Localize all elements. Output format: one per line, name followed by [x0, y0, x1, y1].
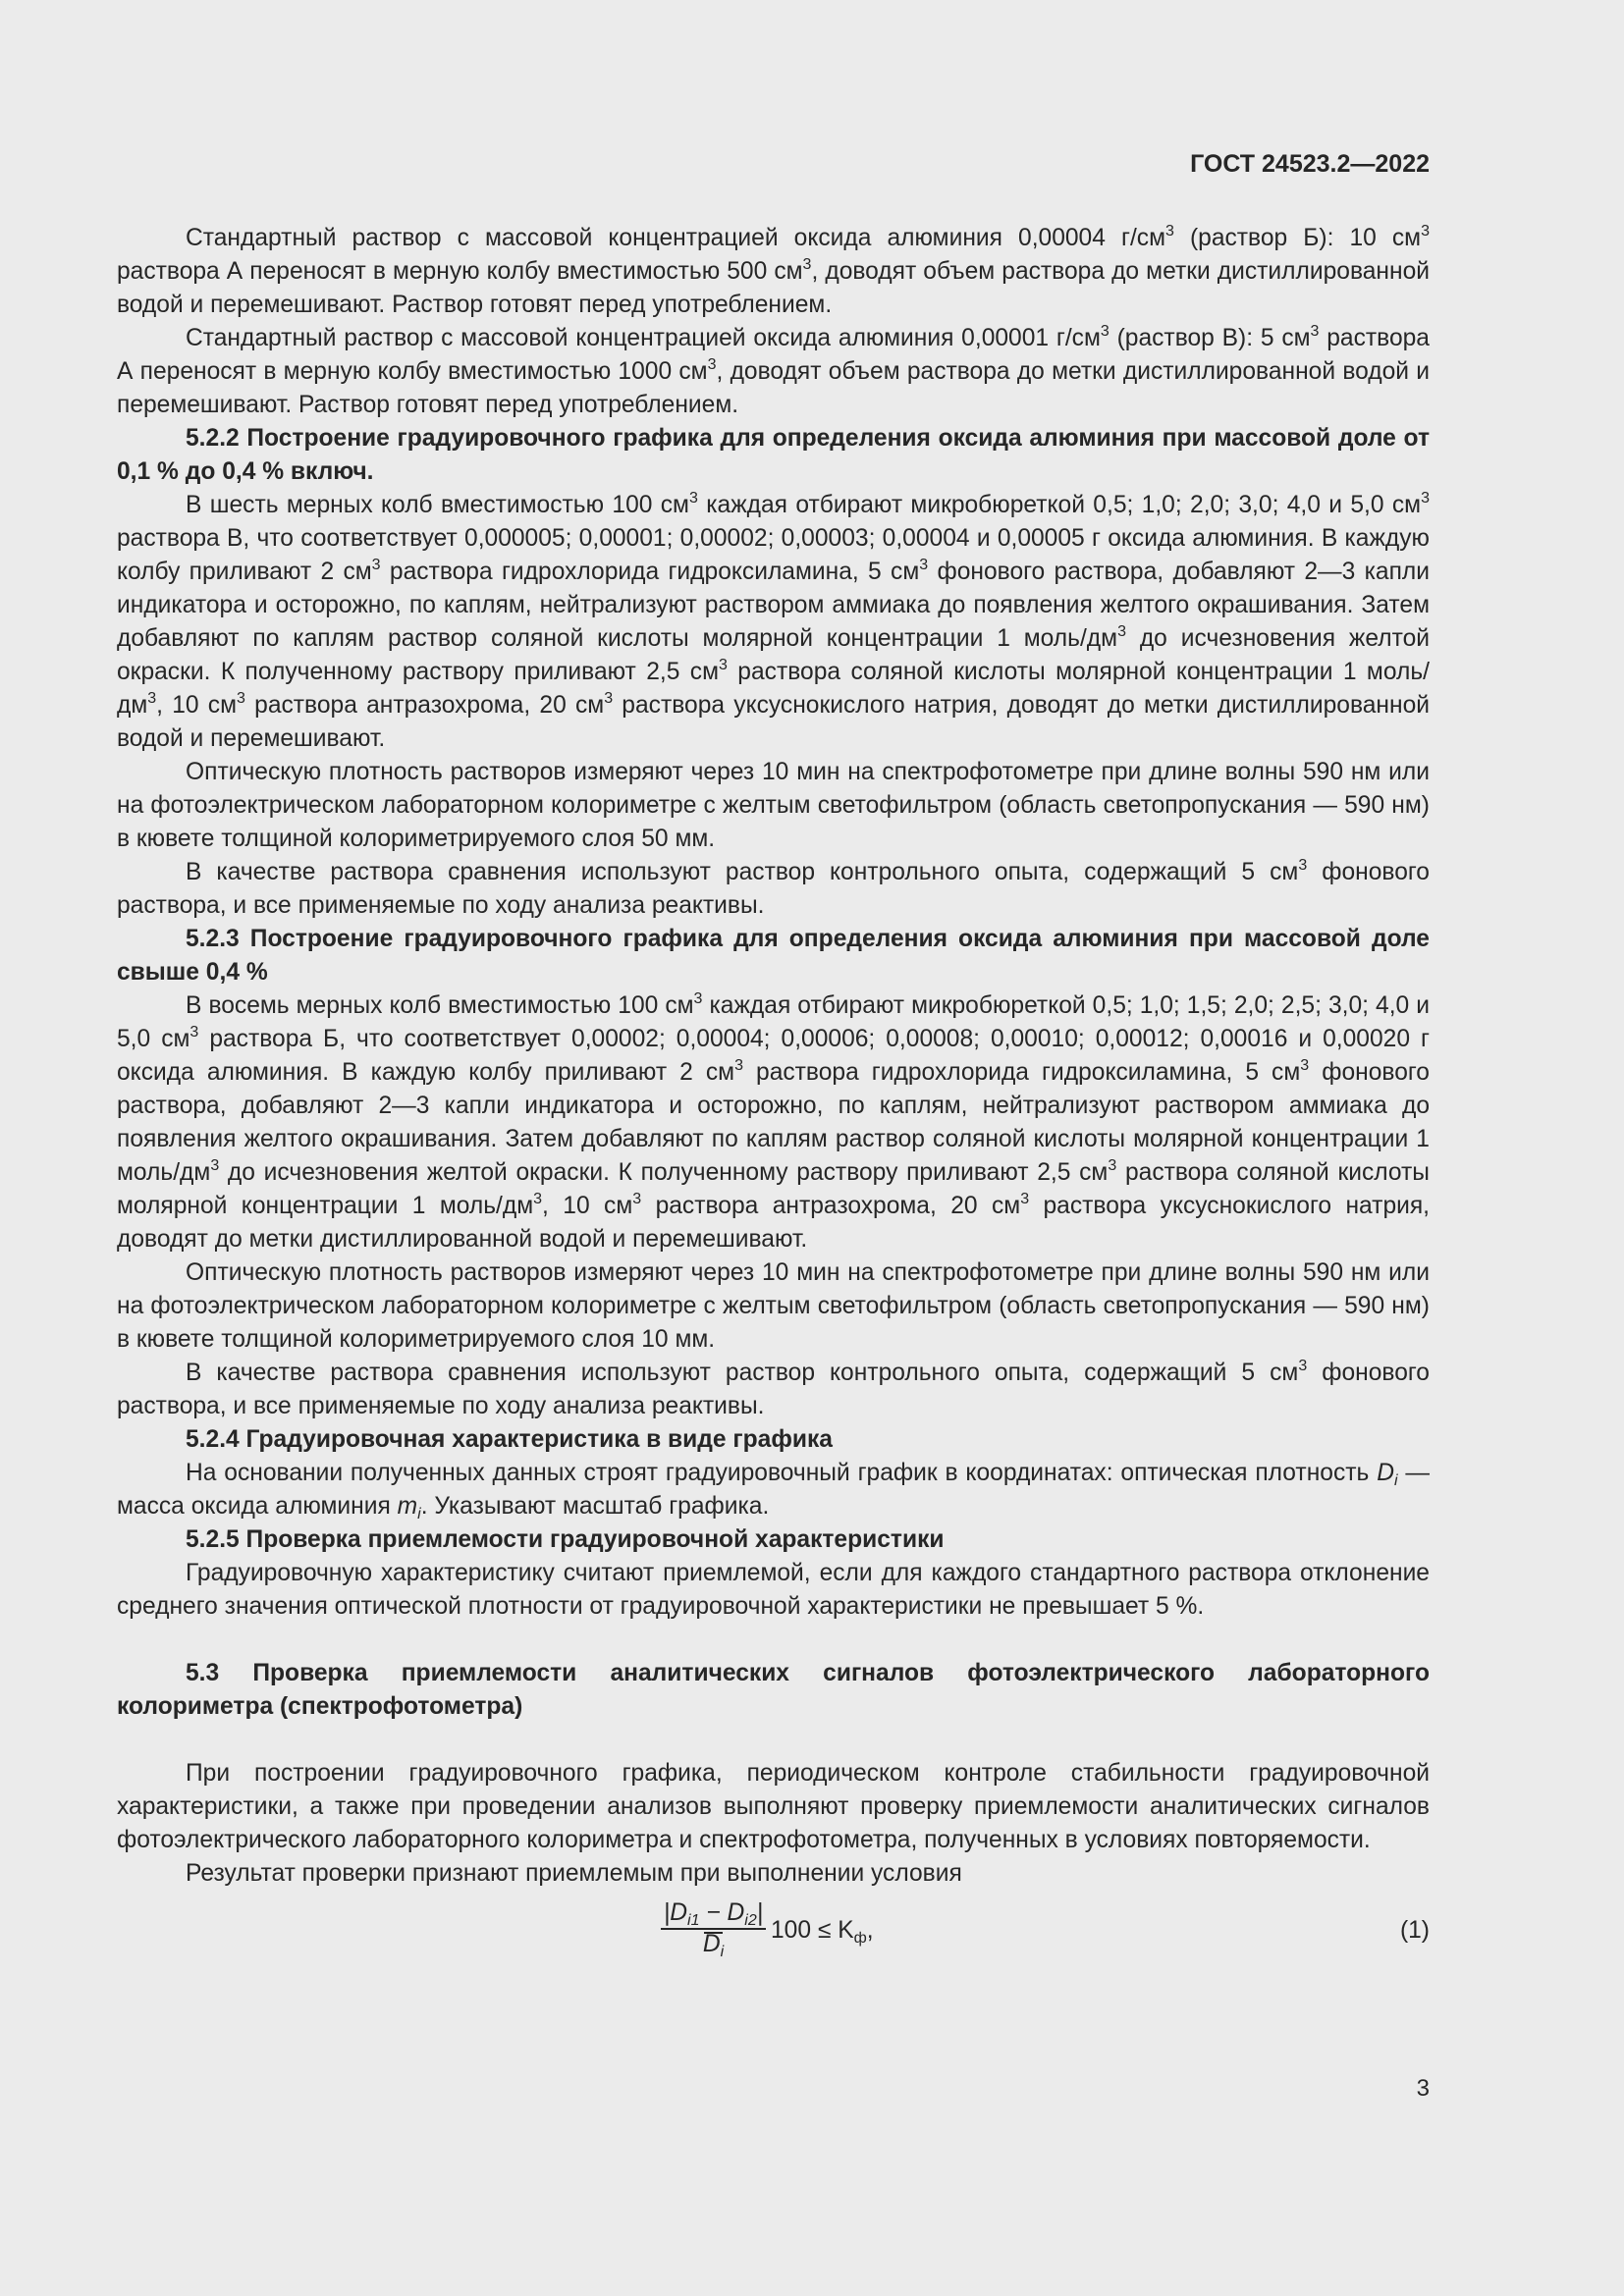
- section-heading-5-2-4: 5.2.4 Градуировочная характеристика в виде графика: [186, 1426, 833, 1453]
- formula-fraction: [656, 1898, 771, 1959]
- formula: [117, 1898, 1430, 1973]
- paragraph: При построении градуировочного графика, периодическом контроле стабильности градуировочной характеристики, а также при проведении анализов выполняют проверку приемлемости аналитических сигналов фотоэлектрического лабораторного колориметра и спектрофотометра, полученных в условиях повторяемости.: [117, 1760, 1430, 1853]
- paragraph: Результат проверки признают приемлемым при выполнении условия: [186, 1860, 962, 1887]
- document-header: ГОСТ 24523.2—2022: [1190, 150, 1430, 178]
- paragraph: В качестве раствора сравнения используют раствор контрольного опыта, содержащий 5 $см^3$ фонового раствора, и все применяемые по ходу анализа реактивы.: [117, 1358, 1430, 1419]
- section-heading-5-3: 5.3 Проверка приемлемости аналитических сигналов фотоэлектрического лабораторного колориметра (спектрофотометра): [117, 1660, 1430, 1720]
- formula-rest: $100 \le K_ф$,: [771, 1917, 874, 1947]
- paragraph: Стандартный раствор с массовой концентрацией оксида алюминия 0,00004 $г/см^3$ (раствор Б): 10 $см^3$ раствора А переносят в мерную колбу вместимостью 500 $см^3$, доводят объем раствора до метки дистиллированной водой и перемешивают. Раствор готовят перед употреблением.: [117, 223, 1430, 318]
- paragraph: В качестве раствора сравнения используют раствор контрольного опыта, содержащий 5 $см^3$ фонового раствора, и все применяемые по ходу анализа реактивы.: [117, 857, 1430, 919]
- formula-number: (1): [1399, 1917, 1430, 1944]
- section-heading-5-2-2: 5.2.2 Построение градуировочного графика для определения оксида алюминия при массовой доле от 0,1 % до 0,4 % включ.: [117, 425, 1430, 485]
- document-body: [117, 222, 1430, 1973]
- paragraph: Стандартный раствор с массовой концентрацией оксида алюминия 0,00001 $г/см^3$ (раствор В): 5 $см^3$ раствора А переносят в мерную колбу вместимостью 1000 $см^3$, доводят объем раствора до метки дистиллированной водой и перемешивают. Раствор готовят перед употреблением.: [117, 323, 1430, 418]
- formula-numerator: $|D_{i1} - D_{i2}|$: [661, 1898, 766, 1930]
- section-heading-5-2-5: 5.2.5 Проверка приемлемости градуировочной характеристики: [186, 1526, 945, 1553]
- formula-denominator: $D_i$: [702, 1931, 725, 1960]
- paragraph: В шесть мерных колб вместимостью 100 $см^3$ каждая отбирают микробюреткой 0,5; 1,0; 2,0; 3,0; 4,0 и 5,0 $см^3$ раствора В, что соответствует 0,000005; 0,00001; 0,00002; 0,00003; 0,00004 и 0,00005 г оксида алюминия. В каждую колбу приливают 2 $см^3$ раствора гидрохлорида гидроксиламина, 5 $см^3$ фонового раствора, добавляют 2—3 капли индикатора и осторожно, по каплям, нейтрализуют раствором аммиака до появления желтого окрашивания. Затем добавляют по каплям раствор соляной кислоты молярной концентрации 1 моль/$дм^3$ до исчезновения желтой окраски. К полученному раствору приливают 2,5 $см^3$ раствора соляной кислоты молярной концентрации 1 моль/$дм^3$, 10 $см^3$ раствора антразохрома, 20 $см^3$ раствора уксуснокислого натрия, доводят до метки дистиллированной водой и перемешивают.: [117, 490, 1431, 752]
- paragraph: Оптическую плотность растворов измеряют через 10 мин на спектрофотометре при длине волны 590 нм или на фотоэлектрическом лабораторном колориметре с желтым светофильтром (область светопропускания — 590 нм) в кювете толщиной колориметрируемого слоя 10 мм.: [117, 1259, 1430, 1353]
- paragraph: В восемь мерных колб вместимостью 100 $см^3$ каждая отбирают микробюреткой 0,5; 1,0; 1,5; 2,0; 2,5; 3,0; 4,0 и 5,0 $см^3$ раствора Б, что соответствует 0,00002; 0,00004; 0,00006; 0,00008; 0,00010; 0,00012; 0,00016 и 0,00020 г оксида алюминия. В каждую колбу приливают 2 $см^3$ раствора гидрохлорида гидроксиламина, 5 $см^3$ фонового раствора, добавляют 2—3 капли индикатора и осторожно, по каплям, нейтрализуют раствором аммиака до появления желтого окрашивания. Затем добавляют по каплям раствор соляной кислоты молярной концентрации 1 моль/$дм^3$ до исчезновения желтой окраски. К полученному раствору приливают 2,5 $см^3$ раствора соляной кислоты молярной концентрации 1 моль/$дм^3$, 10 $см^3$ раствора антразохрома, 20 $см^3$ раствора уксуснокислого натрия, доводят до метки дистиллированной водой и перемешивают.: [117, 990, 1431, 1253]
- section-heading-5-2-3: 5.2.3 Построение градуировочного графика для определения оксида алюминия при массовой доле свыше 0,4 %: [117, 926, 1430, 986]
- paragraph: Градуировочную характеристику считают приемлемой, если для каждого стандартного раствора отклонение среднего значения оптической плотности от градуировочной характеристики не превышает 5 %.: [117, 1560, 1430, 1620]
- page-number: 3: [1416, 2075, 1430, 2102]
- paragraph: Оптическую плотность растворов измеряют через 10 мин на спектрофотометре при длине волны 590 нм или на фотоэлектрическом лабораторном колориметре с желтым светофильтром (область светопропускания — 590 нм) в кювете толщиной колориметрируемого слоя 50 мм.: [117, 759, 1430, 852]
- paragraph: На основании полученных данных строят градуировочный график в координатах: оптическая плотность $D_i$ — масса оксида алюминия $m_i$. Указывают масштаб графика.: [117, 1460, 1430, 1522]
